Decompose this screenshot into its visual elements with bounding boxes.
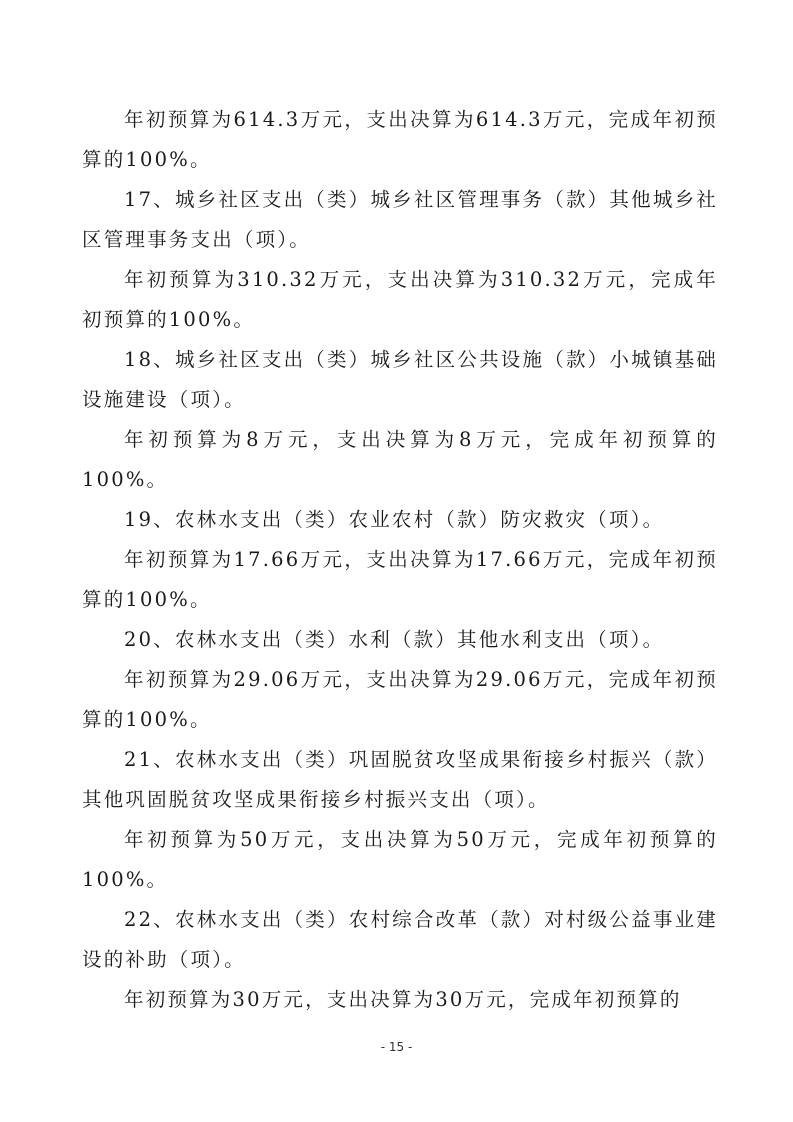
paragraph: 20、农林水支出（类）水利（款）其他水利支出（项）。: [124, 628, 665, 651]
paragraph: 17、城乡社区支出（类）城乡社区管理事务（款）其他城乡社区管理事务支出（项）。: [82, 188, 718, 251]
paragraph: 年初预算为29.06万元，支出决算为29.06万元，完成年初预算的100%。: [82, 668, 718, 731]
paragraph: 年初预算为310.32万元，支出决算为310.32万元，完成年初预算的100%。: [82, 268, 718, 331]
paragraph: 年初预算为8万元，支出决算为8万元，完成年初预算的100%。: [82, 428, 718, 491]
document-body: [82, 100, 718, 1020]
paragraph: 年初预算为50万元，支出决算为50万元，完成年初预算的100%。: [82, 828, 718, 891]
paragraph: 22、农林水支出（类）农村综合改革（款）对村级公益事业建设的补助（项）。: [82, 908, 718, 971]
paragraph: 18、城乡社区支出（类）城乡社区公共设施（款）小城镇基础设施建设（项）。: [82, 348, 718, 411]
paragraph: 21、农林水支出（类）巩固脱贫攻坚成果衔接乡村振兴（款）其他巩固脱贫攻坚成果衔接乡村振兴支出（项）。: [82, 748, 718, 811]
paragraph: 年初预算为17.66万元，支出决算为17.66万元，完成年初预算的100%。: [82, 548, 718, 611]
paragraph: 19、农林水支出（类）农业农村（款）防灾救灾（项）。: [124, 508, 665, 531]
page-number: - 15 -: [380, 1040, 413, 1054]
paragraph: 年初预算为30万元，支出决算为30万元，完成年初预算的: [124, 988, 682, 1011]
paragraph: 年初预算为614.3万元，支出决算为614.3万元，完成年初预算的100%。: [82, 108, 718, 171]
